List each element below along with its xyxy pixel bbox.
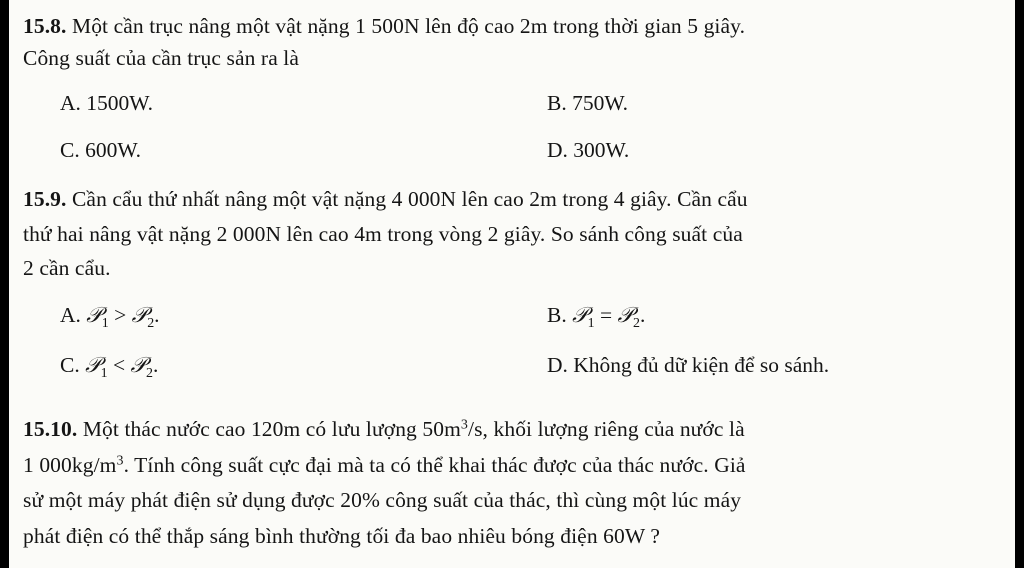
period: . — [154, 303, 160, 327]
question-15-8-text-1: Một cần trục nâng một vật nặng 1 500N lên độ cao 2m trong thời gian 5 giây. — [71, 14, 746, 38]
question-15-9-number: 15.9. — [23, 187, 67, 211]
operator-equal: = — [599, 303, 613, 327]
question-15-9-option-a — [60, 303, 160, 332]
question-15-10-text-2a: 1 000kg/m — [23, 453, 117, 477]
power-symbol-1: 𝒫 — [85, 353, 101, 378]
question-15-9-line-2: thứ hai nâng vật nặng 2 000N lên cao 4m trong vòng 2 giây. So sánh công suất của — [23, 222, 743, 246]
question-15-9-option-d: D. Không đủ dữ kiện để so sánh. — [547, 353, 830, 377]
option-c-label: C. — [60, 353, 80, 377]
power-symbol-2: 𝒫 — [617, 303, 633, 328]
question-15-9-option-b — [547, 303, 645, 332]
question-15-8-line-2: Công suất của cần trục sản ra là — [23, 46, 300, 70]
question-15-10-line-2 — [23, 453, 746, 478]
question-15-8-line-1 — [23, 14, 745, 39]
operator-less: < — [112, 353, 126, 377]
power-symbol-1: 𝒫 — [86, 303, 102, 328]
subscript-2: 2 — [146, 365, 153, 381]
operator-greater: > — [114, 303, 127, 327]
question-15-8-option-c: C. 600W. — [60, 138, 142, 162]
superscript-3: 3 — [116, 453, 124, 469]
question-15-10-number: 15.10. — [23, 417, 78, 441]
superscript-3: 3 — [460, 417, 468, 433]
power-symbol-1: 𝒫 — [572, 303, 588, 328]
question-15-10-text-1a: Một thác nước cao 120m có lưu lượng 50m — [82, 417, 461, 441]
question-15-10-text-2b: . Tính công suất cực đại mà ta có thể khai thác được của thác nước. Giả — [123, 453, 746, 477]
question-15-9-option-c — [60, 353, 158, 382]
subscript-1: 1 — [100, 365, 108, 381]
question-15-8-option-b: B. 750W. — [547, 91, 629, 115]
question-15-9-line-3: 2 cần cẩu. — [23, 256, 111, 280]
subscript-2: 2 — [147, 315, 155, 331]
question-15-10-line-4: phát điện có thể thắp sáng bình thường tối đa bao nhiêu bóng điện 60W ? — [23, 524, 660, 548]
question-15-9-line-1 — [23, 187, 748, 212]
question-15-10-line-1 — [23, 417, 745, 442]
power-symbol-2: 𝒫 — [130, 353, 146, 378]
subscript-2: 2 — [633, 315, 640, 331]
question-15-9-text-1: Cần cẩu thứ nhất nâng một vật nặng 4 000N lên cao 2m trong 4 giây. Cần cẩu — [71, 187, 748, 211]
question-15-8-option-a: A. 1500W. — [60, 91, 153, 115]
power-symbol-2: 𝒫 — [131, 303, 148, 328]
question-15-8-number: 15.8. — [23, 14, 67, 38]
period: . — [152, 353, 159, 377]
subscript-1: 1 — [587, 315, 595, 331]
period: . — [639, 303, 646, 327]
option-b-label: B. — [547, 303, 567, 327]
scanned-page — [9, 0, 1015, 568]
question-15-8-option-d: D. 300W. — [547, 138, 630, 162]
option-a-label: A. — [60, 303, 81, 327]
question-15-10-text-1b: /s, khối lượng riêng của nước là — [468, 417, 745, 441]
subscript-1: 1 — [101, 315, 109, 331]
question-15-10-line-3: sử một máy phát điện sử dụng được 20% công suất của thác, thì cùng một lúc máy — [23, 488, 742, 512]
